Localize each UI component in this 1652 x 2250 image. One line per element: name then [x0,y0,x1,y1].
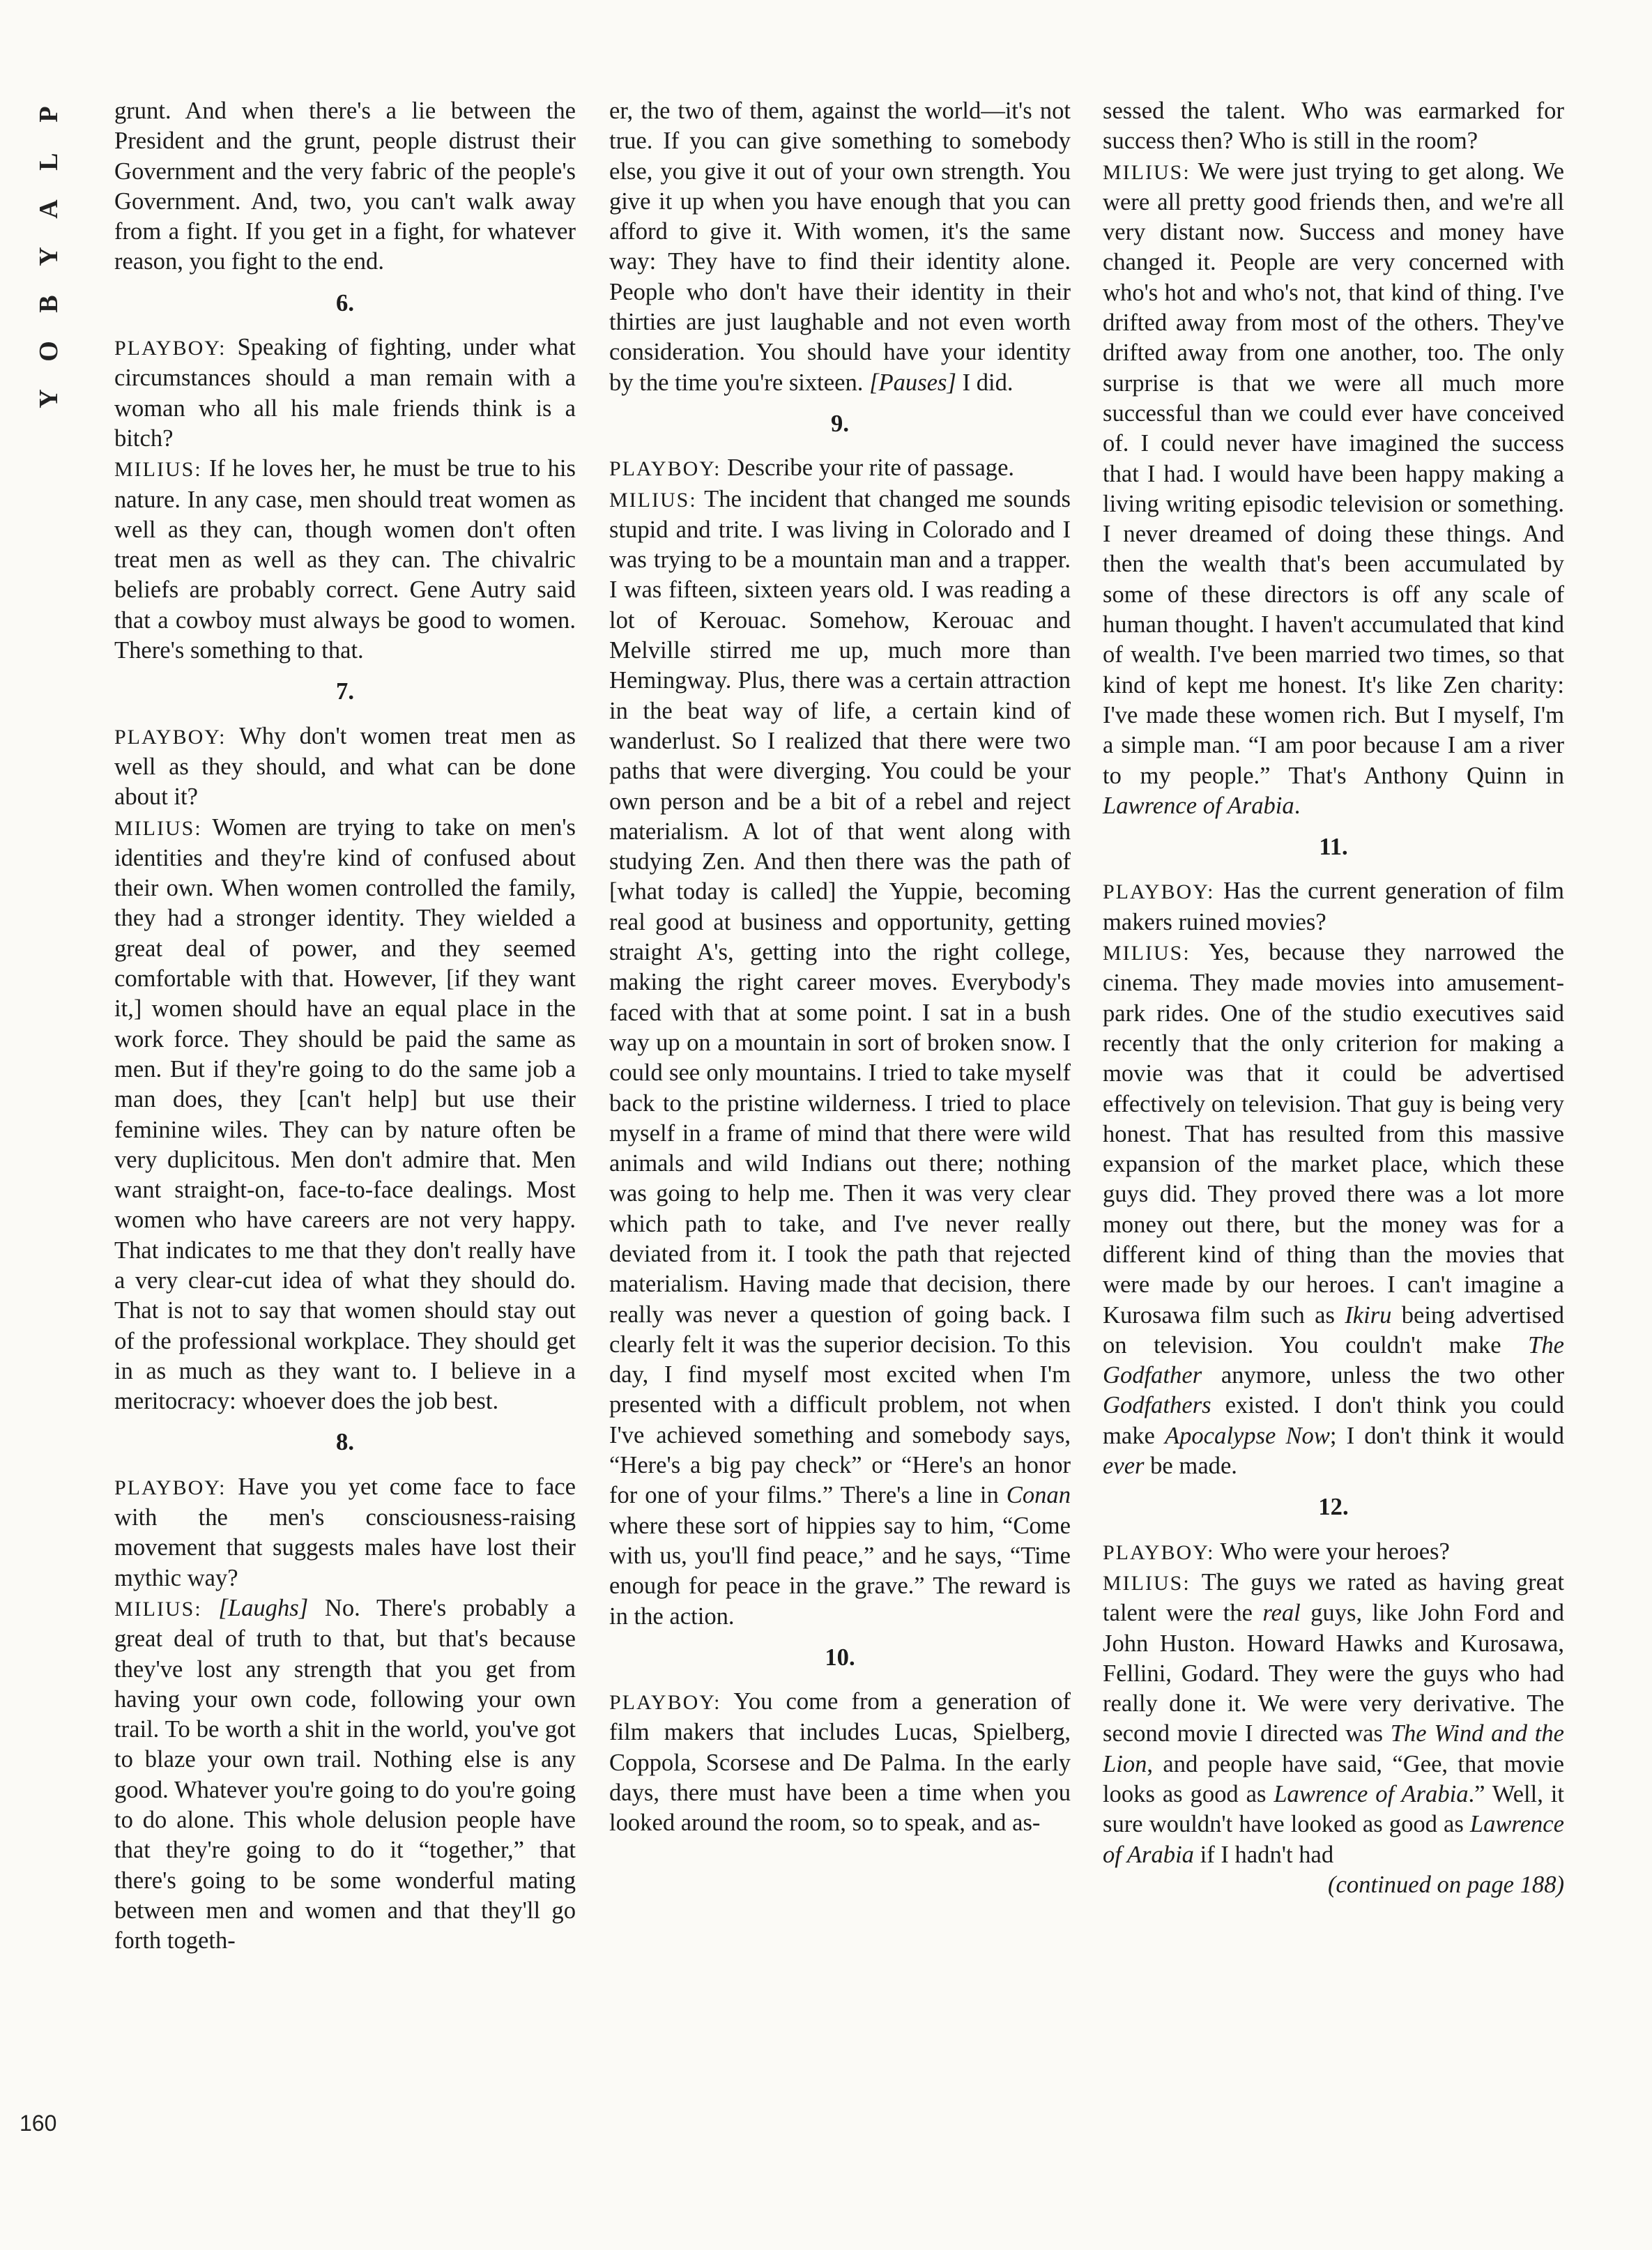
speaker-label: MILIUS: [114,458,202,482]
title-letter: Y [34,389,63,408]
question-number: 12. [1318,1494,1349,1521]
question-number: 11. [1319,834,1348,861]
speaker-label: MILIUS: [1103,1571,1191,1595]
answer: MILIUS: Women are trying to take on men's identities and they're kind of confused about their own. When women controlled the family, they had a stronger identity. They wielded a great deal of power, and they seemed comfortable with that. However, [if they want it,] women should have an equal place in the work force. They should be paid the same as men. But if they're going to do the same job a man does, they [can't help] but use their feminine wiles. They can by nature often be very duplicitous. Men don't admire that. Men want straight-on, face-to-face dealings. Most women who have careers are not very happy. That indicates to me that they don't really have a very clear-cut idea of what they should do. That is not to say that women should stay out of the professional workplace. They should get in as much as they want to. I believe in a meritocracy: whoever does the job best. [114,813,576,1415]
answer: MILIUS: Yes, because they narrowed the cinema. They made movies into amusement-park rides. One of the studio executives said recently that the only criterion for making a movie was that it could be advertised effectively on television. That guy is being very honest. That has resulted from this massive expansion of the market place, which these guys did. They proved there was a lot more money out there, but the money was for a different kind of thing than the movies that were made by our heroes. I can't imagine a Kurosawa film such as Ikiru being advertised on television. You couldn't make The Godfather anymore, unless the two other Godfathers existed. I don't think you could make Apocalypse Now; I don't think it would ever be made. [1103,939,1564,1480]
speaker-label: PLAYBOY: [114,1476,227,1499]
question-number: 7. [336,678,354,705]
text-column-1 [114,96,576,1957]
paragraph: sessed the talent. Who was earmarked for success then? Who is still in the room? [1103,98,1564,155]
speaker-label: MILIUS: [1103,160,1191,184]
speaker-label: PLAYBOY: [1103,880,1215,904]
text-column-2 [609,96,1071,1839]
answer: MILIUS: The guys we rated as having great talent were the real guys, like John Ford and John Huston. Howard Hawks and Kurosawa, Fellini, Godard. They were the guys who had really done it. We were very derivative. The second movie I directed was The Wind and the Lion, and people have said, “Gee, that movie looks as good as Lawrence of Arabia.” Well, it sure wouldn't have looked as good as Lawrence of Arabia if I hadn't had [1103,1568,1564,1868]
text-column-3 [1103,96,1564,1900]
speaker-label: MILIUS: [114,816,202,840]
speaker-label: PLAYBOY: [1103,1540,1215,1564]
speaker-label: PLAYBOY: [609,457,721,481]
question: PLAYBOY: You come from a generation of film makers that includes Lucas, Spielberg, Coppola, Scorsese and De Palma. In the early days, there must have been a time when you looked around the room, so to speak, and as- [609,1688,1071,1837]
answer: MILIUS: The incident that changed me sounds stupid and trite. I was living in Colorado and I was trying to be a mountain man and a trapper. I was fifteen, sixteen years old. I was reading a lot of Kerouac. Somehow, Kerouac and Melville stirred me up, much more than Hemingway. Plus, there was a certain attraction in the beat way of life, a certain kind of wanderlust. So I realized that there were two paths that were diverging. You could be your own person and be a bit of a rebel and reject materialism. A lot of that went along with studying Zen. And then there was the path of [what today is called] the Yuppie, becoming real good at business and opportunity, getting straight A's, getting into the right college, making the right career moves. Everybody's faced with that at some point. I sat in a bush way up on a mountain in sort of broken snow. I could see only mountains. I tried to take myself back to the pristine wilderness. I tried to place myself in a frame of mind that there were wild animals and wild Indians out there; nothing was going to help me. Then it was very clear which path to take, and I've never really deviated from it. I took the path that rejected materialism. Having made that decision, there really was never a question of going back. I clearly felt it was the superior decision. To this day, I find myself most excited when I'm presented with a difficult problem, not when I've achieved something and somebody says, “Here's a big pay check” or “Here's an honor for one of your films.” There's a line in Conan where these sort of hippies say to him, “Come with us, you'll find peace,” and he says, “Time enough for peace in the grave.” The reward is in the action. [609,485,1071,1630]
paragraph: grunt. And when there's a lie between the President and the grunt, people distrust their Government and the very fabric of the people's Government. And, two, you can't walk away from a fight. If you get in a fight, for whatever reason, you fight to the end. [114,98,576,275]
answer: MILIUS: If he loves her, he must be true to his nature. In any case, men should treat women as well as they can, though women don't often treat men as well as they can. The chivalric beliefs are probably correct. Gene Autry said that a cowboy must always be good to women. There's something to that. [114,455,576,664]
title-letter: B [34,295,63,313]
speaker-label: PLAYBOY: [609,1691,721,1715]
title-letter: A [34,199,63,219]
continued-note: (continued on page 188) [1328,1871,1564,1898]
question: PLAYBOY: Describe your rite of passage. [609,454,1015,482]
question: PLAYBOY: Why don't women treat men as well as they should, and what can be done about it? [114,722,576,811]
question: PLAYBOY: Have you yet come face to face with the men's consciousness-raising movement that suggests males have lost their mythic way? [114,1473,576,1591]
speaker-label: MILIUS: [114,1597,202,1621]
question: PLAYBOY: Who were your heroes? [1103,1538,1450,1565]
title-letter: L [34,153,63,171]
answer: MILIUS: We were just trying to get along. We were all pretty good friends then, and we're all very distant now. Success and money have changed it. People are very concerned with who's hot and who's not, that kind of thing. I've drifted away from most of the others. They've drifted away from one another, too. The only surprise is that we were all much more successful than we could ever have conceived of. I could never have imagined the success that I had. I would have been happy making a living writing episodic television or something. I never dreamed of doing these things. And then the wealth that's been accumulated by some of these directors is off any scale of human thought. I haven't accumulated that kind of wealth. I've been married two times, so that kind of kept me honest. It's like Zen charity: I've made these women rich. But I myself, I'm a simple man. “I am poor because I am a river to my people.” That's Anthony Quinn in Lawrence of Arabia. [1103,158,1564,819]
speaker-label: PLAYBOY: [114,725,227,749]
question-number: 8. [336,1429,354,1456]
title-letter: Y [34,247,63,266]
question: PLAYBOY: Speaking of fighting, under what circumstances should a man remain with a woman who all his male friends think is a bitch? [114,334,576,452]
speaker-label: MILIUS: [1103,942,1191,965]
question-number: 6. [336,289,354,316]
speaker-label: PLAYBOY: [114,337,227,360]
title-letter: P [34,106,63,123]
page-number: 160 [20,2111,57,2136]
speaker-label: MILIUS: [609,488,697,512]
magazine-vertical-title [33,91,64,422]
question-number: 10. [825,1644,855,1671]
answer: MILIUS: [Laughs] No. There's probably a great deal of truth to that, but that's because they've lost any strength that you get from having your own code, following your own trail. To be worth a shit in the world, you've got to blaze your own trail. Nothing else is any good. Whatever you're going to do you're going to do alone. This whole delusion people have that they're going to do it “together,” that there's going to be some wonderful mating between men and women and that they'll go forth togeth- [114,1594,576,1954]
title-letter: O [34,341,63,362]
paragraph: er, the two of them, against the world—it's not true. If you can give something to somebody else, you give it out of your own strength. You give it up when you have enough that you can afford to give it. With women, it's the same way: They have to find their identity alone. People who don't have their identity in their thirties are just laughable and not even worth consideration. You should have your identity by the time you're sixteen. [Pauses] I did. [609,98,1071,396]
question-number: 9. [831,410,849,437]
question: PLAYBOY: Has the current generation of film makers ruined movies? [1103,878,1564,935]
